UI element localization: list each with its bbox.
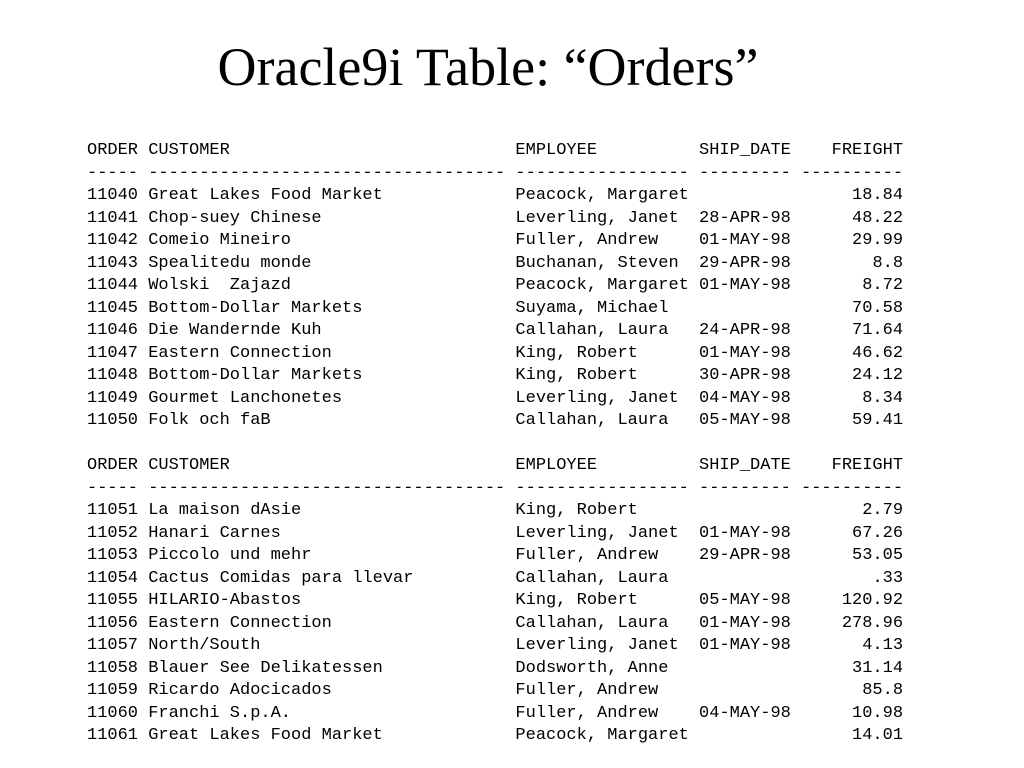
order-cell: 11050: [87, 411, 139, 430]
ship-date-cell: 04-MAY-98: [699, 388, 791, 408]
table-row: [87, 545, 903, 568]
employee-cell: Leverling, Janet: [515, 523, 679, 543]
employee-cell: King, Robert: [515, 343, 638, 363]
separator-order: -----: [87, 163, 139, 183]
ship-date-cell: 29-APR-98: [699, 546, 791, 565]
table-row: [87, 388, 903, 411]
header-order: ORDER: [87, 141, 139, 160]
ship-date-cell: 24-APR-98: [699, 321, 791, 340]
employee-cell: Leverling, Janet: [515, 636, 679, 655]
header-customer: CUSTOMER: [148, 141, 230, 160]
order-cell: 11048: [87, 366, 139, 385]
freight-cell: 8.34: [862, 388, 904, 408]
order-cell: 11055: [87, 591, 139, 610]
employee-cell: Peacock, Margaret: [515, 276, 689, 295]
order-cell: 11054: [87, 568, 139, 588]
order-cell: 11046: [87, 321, 139, 340]
ship-date-cell: 04-MAY-98: [699, 703, 791, 723]
employee-cell: Callahan, Laura: [515, 568, 669, 588]
freight-cell: .33: [872, 568, 904, 588]
freight-cell: 70.58: [852, 298, 904, 318]
separator-ship-date: ---------: [699, 163, 791, 183]
order-cell: 11049: [87, 388, 139, 408]
customer-cell: Eastern Connection: [148, 613, 332, 633]
customer-cell: Great Lakes Food Market: [148, 186, 383, 205]
separator-employee: -----------------: [515, 163, 689, 183]
table-row: [87, 635, 903, 658]
table-row: [87, 680, 903, 703]
ship-date-cell: 30-APR-98: [699, 366, 791, 385]
ship-date-cell: 01-MAY-98: [699, 636, 791, 655]
customer-cell: Hanari Carnes: [148, 523, 281, 543]
employee-cell: Leverling, Janet: [515, 208, 679, 228]
table-row: [87, 365, 903, 388]
sql-output-listing: [87, 140, 903, 748]
employee-cell: King, Robert: [515, 366, 638, 385]
table-row: [87, 208, 903, 231]
freight-cell: 67.26: [852, 523, 904, 543]
slide-title: Oracle9i Table: “Orders”: [217, 37, 759, 97]
header-freight: FREIGHT: [831, 141, 904, 160]
separator-row: [87, 478, 903, 501]
ship-date-cell: 29-APR-98: [699, 253, 791, 273]
customer-cell: Gourmet Lanchonetes: [148, 388, 343, 408]
ship-date-cell: 01-MAY-98: [699, 613, 791, 633]
customer-cell: Great Lakes Food Market: [148, 726, 383, 745]
employee-cell: Leverling, Janet: [515, 388, 679, 408]
table-row: [87, 230, 903, 253]
freight-cell: 29.99: [852, 231, 904, 250]
table-row: [87, 298, 903, 321]
employee-cell: Fuller, Andrew: [515, 546, 659, 565]
order-cell: 11053: [87, 546, 139, 565]
employee-cell: Buchanan, Steven: [515, 253, 679, 273]
employee-cell: Suyama, Michael: [515, 298, 669, 318]
header-ship-date: SHIP_DATE: [699, 456, 791, 475]
table-row: [87, 590, 903, 613]
customer-cell: Piccolo und mehr: [148, 546, 312, 565]
header-employee: EMPLOYEE: [515, 141, 598, 160]
ship-date-cell: 01-MAY-98: [699, 231, 791, 250]
separator-ship-date: ---------: [699, 478, 791, 498]
freight-cell: 71.64: [852, 321, 904, 340]
table-row: [87, 500, 903, 523]
order-cell: 11058: [87, 658, 139, 678]
table-row: [87, 275, 903, 298]
customer-cell: Wolski Zajazd: [148, 276, 292, 295]
table-row: [87, 410, 903, 433]
customer-cell: Cactus Comidas para llevar: [148, 568, 414, 588]
order-cell: 11042: [87, 231, 139, 250]
freight-cell: 8.72: [862, 276, 904, 295]
header-freight: FREIGHT: [831, 456, 904, 475]
customer-cell: Ricardo Adocicados: [148, 681, 332, 700]
order-cell: 11060: [87, 703, 139, 723]
order-cell: 11040: [87, 186, 139, 205]
freight-cell: 278.96: [841, 613, 904, 633]
employee-cell: Callahan, Laura: [515, 321, 669, 340]
table-row: [87, 185, 903, 208]
separator-row: [87, 163, 903, 186]
table-row: [87, 253, 903, 276]
separator-customer: -----------------------------------: [148, 478, 506, 498]
employee-cell: Dodsworth, Anne: [515, 658, 669, 678]
table-row: [87, 703, 903, 726]
freight-cell: 2.79: [862, 501, 904, 520]
order-cell: 11043: [87, 253, 139, 273]
freight-cell: 24.12: [852, 366, 904, 385]
customer-cell: Blauer See Delikatessen: [148, 658, 383, 678]
freight-cell: 46.62: [852, 343, 904, 363]
freight-cell: 14.01: [852, 726, 904, 745]
order-cell: 11044: [87, 276, 139, 295]
ship-date-cell: 05-MAY-98: [699, 591, 791, 610]
customer-cell: Franchi S.p.A.: [148, 703, 292, 723]
customer-cell: La maison dAsie: [148, 501, 302, 520]
freight-cell: 4.13: [862, 636, 904, 655]
customer-cell: Folk och faB: [148, 411, 271, 430]
employee-cell: Fuller, Andrew: [515, 231, 659, 250]
separator-customer: -----------------------------------: [148, 163, 506, 183]
freight-cell: 31.14: [852, 658, 904, 678]
header-row: [87, 140, 903, 163]
employee-cell: King, Robert: [515, 501, 638, 520]
customer-cell: HILARIO-Abastos: [148, 591, 302, 610]
order-cell: 11041: [87, 208, 139, 228]
customer-cell: North/South: [148, 636, 261, 655]
employee-cell: Peacock, Margaret: [515, 186, 689, 205]
customer-cell: Eastern Connection: [148, 343, 332, 363]
header-ship-date: SHIP_DATE: [699, 141, 791, 160]
table-row: [87, 523, 903, 546]
customer-cell: Bottom-Dollar Markets: [148, 366, 363, 385]
separator-freight: ----------: [801, 478, 904, 498]
customer-cell: Chop-suey Chinese: [148, 208, 322, 228]
order-cell: 11061: [87, 726, 139, 745]
separator-employee: -----------------: [515, 478, 689, 498]
freight-cell: 120.92: [841, 591, 904, 610]
customer-cell: Die Wandernde Kuh: [148, 321, 322, 340]
blank-line: [87, 433, 903, 456]
freight-cell: 48.22: [852, 208, 904, 228]
header-order: ORDER: [87, 456, 139, 475]
header-row: [87, 455, 903, 478]
table-row: [87, 725, 903, 748]
order-cell: 11059: [87, 681, 139, 700]
table-row: [87, 658, 903, 681]
ship-date-cell: 01-MAY-98: [699, 343, 791, 363]
employee-cell: Fuller, Andrew: [515, 681, 659, 700]
ship-date-cell: 28-APR-98: [699, 208, 791, 228]
customer-cell: Comeio Mineiro: [148, 231, 292, 250]
table-row: [87, 613, 903, 636]
customer-cell: Spealitedu monde: [148, 253, 312, 273]
freight-cell: 53.05: [852, 546, 904, 565]
separator-freight: ----------: [801, 163, 904, 183]
employee-cell: Fuller, Andrew: [515, 703, 659, 723]
ship-date-cell: 01-MAY-98: [699, 276, 791, 295]
order-cell: 11045: [87, 298, 139, 318]
employee-cell: King, Robert: [515, 591, 638, 610]
order-cell: 11051: [87, 501, 139, 520]
freight-cell: 85.8: [862, 681, 904, 700]
table-row: [87, 568, 903, 591]
table-row: [87, 343, 903, 366]
employee-cell: Callahan, Laura: [515, 411, 669, 430]
order-cell: 11057: [87, 636, 139, 655]
freight-cell: 18.84: [852, 186, 904, 205]
order-cell: 11052: [87, 523, 139, 543]
freight-cell: 59.41: [852, 411, 904, 430]
header-customer: CUSTOMER: [148, 456, 230, 475]
employee-cell: Callahan, Laura: [515, 613, 669, 633]
order-cell: 11047: [87, 343, 139, 363]
ship-date-cell: 01-MAY-98: [699, 523, 791, 543]
employee-cell: Peacock, Margaret: [515, 726, 689, 745]
table-row: [87, 320, 903, 343]
customer-cell: Bottom-Dollar Markets: [148, 298, 363, 318]
header-employee: EMPLOYEE: [515, 456, 598, 475]
freight-cell: 8.8: [872, 253, 904, 273]
ship-date-cell: 05-MAY-98: [699, 411, 791, 430]
order-cell: 11056: [87, 613, 139, 633]
separator-order: -----: [87, 478, 139, 498]
freight-cell: 10.98: [852, 703, 904, 723]
